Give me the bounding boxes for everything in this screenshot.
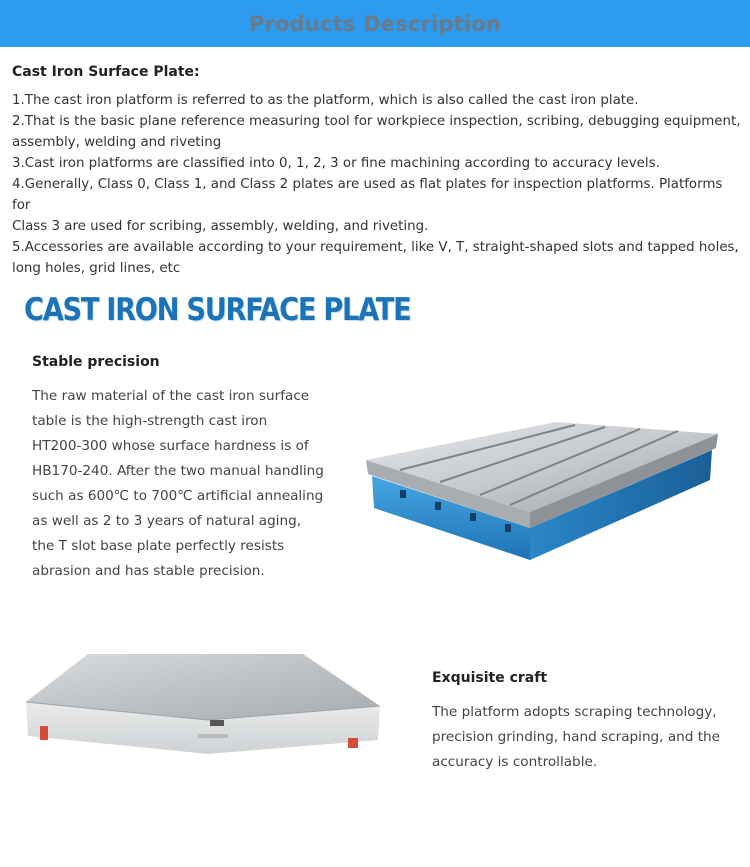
intro-line: 4.Generally, Class 0, Class 1, and Class 2 plates are used as flat plates for inspection platforms. Platforms for — [12, 177, 723, 213]
intro-section — [12, 62, 742, 279]
feature-line: The platform adopts scraping technology, — [432, 704, 717, 720]
feature-heading: Stable precision — [32, 354, 160, 370]
intro-line: assembly, welding and riveting — [12, 135, 222, 150]
feature-line: accuracy is controllable. — [432, 754, 598, 770]
feature-line: such as 600℃ to 700℃ artificial annealing — [32, 488, 324, 504]
intro-heading: Cast Iron Surface Plate: — [12, 64, 200, 80]
feature-line: the T slot base plate perfectly resists — [32, 538, 285, 554]
t-slot-plate-image — [360, 410, 725, 570]
intro-line: 1.The cast iron platform is referred to as the platform, which is also called the cast iron plate. — [12, 93, 639, 108]
gray-surface-plate-image — [18, 640, 390, 765]
banner-title: Products Description — [248, 11, 502, 36]
feature-line: HT200-300 whose surface hardness is of — [32, 438, 309, 454]
intro-line: 3.Cast iron platforms are classified into 0, 1, 2, 3 or fine machining according to accuracy levels. — [12, 156, 660, 171]
feature-body — [32, 384, 332, 584]
feature-body — [432, 700, 732, 775]
feature-line: HB170-240. After the two manual handling — [32, 463, 324, 479]
intro-line: 2.That is the basic plane reference measuring tool for workpiece inspection, scribing, debugging equipment, — [12, 114, 741, 129]
intro-line: long holes, grid lines, etc — [12, 261, 181, 276]
feature-stable-precision — [32, 352, 332, 584]
feature-heading: Exquisite craft — [432, 670, 548, 686]
intro-line: Class 3 are used for scribing, assembly, welding, and riveting. — [12, 219, 429, 234]
intro-line: 5.Accessories are available according to your requirement, like V, T, straight-shaped slots and tapped holes, — [12, 240, 739, 255]
feature-line: precision grinding, hand scraping, and the — [432, 729, 721, 745]
feature-line: abrasion and has stable precision. — [32, 563, 265, 579]
feature-line: table is the high-strength cast iron — [32, 413, 268, 429]
section-title: CAST IRON SURFACE PLATE — [24, 292, 411, 328]
feature-line: as well as 2 to 3 years of natural aging, — [32, 513, 302, 529]
header-banner — [0, 0, 750, 47]
feature-exquisite-craft — [432, 668, 732, 775]
feature-line: The raw material of the cast iron surface — [32, 388, 310, 404]
